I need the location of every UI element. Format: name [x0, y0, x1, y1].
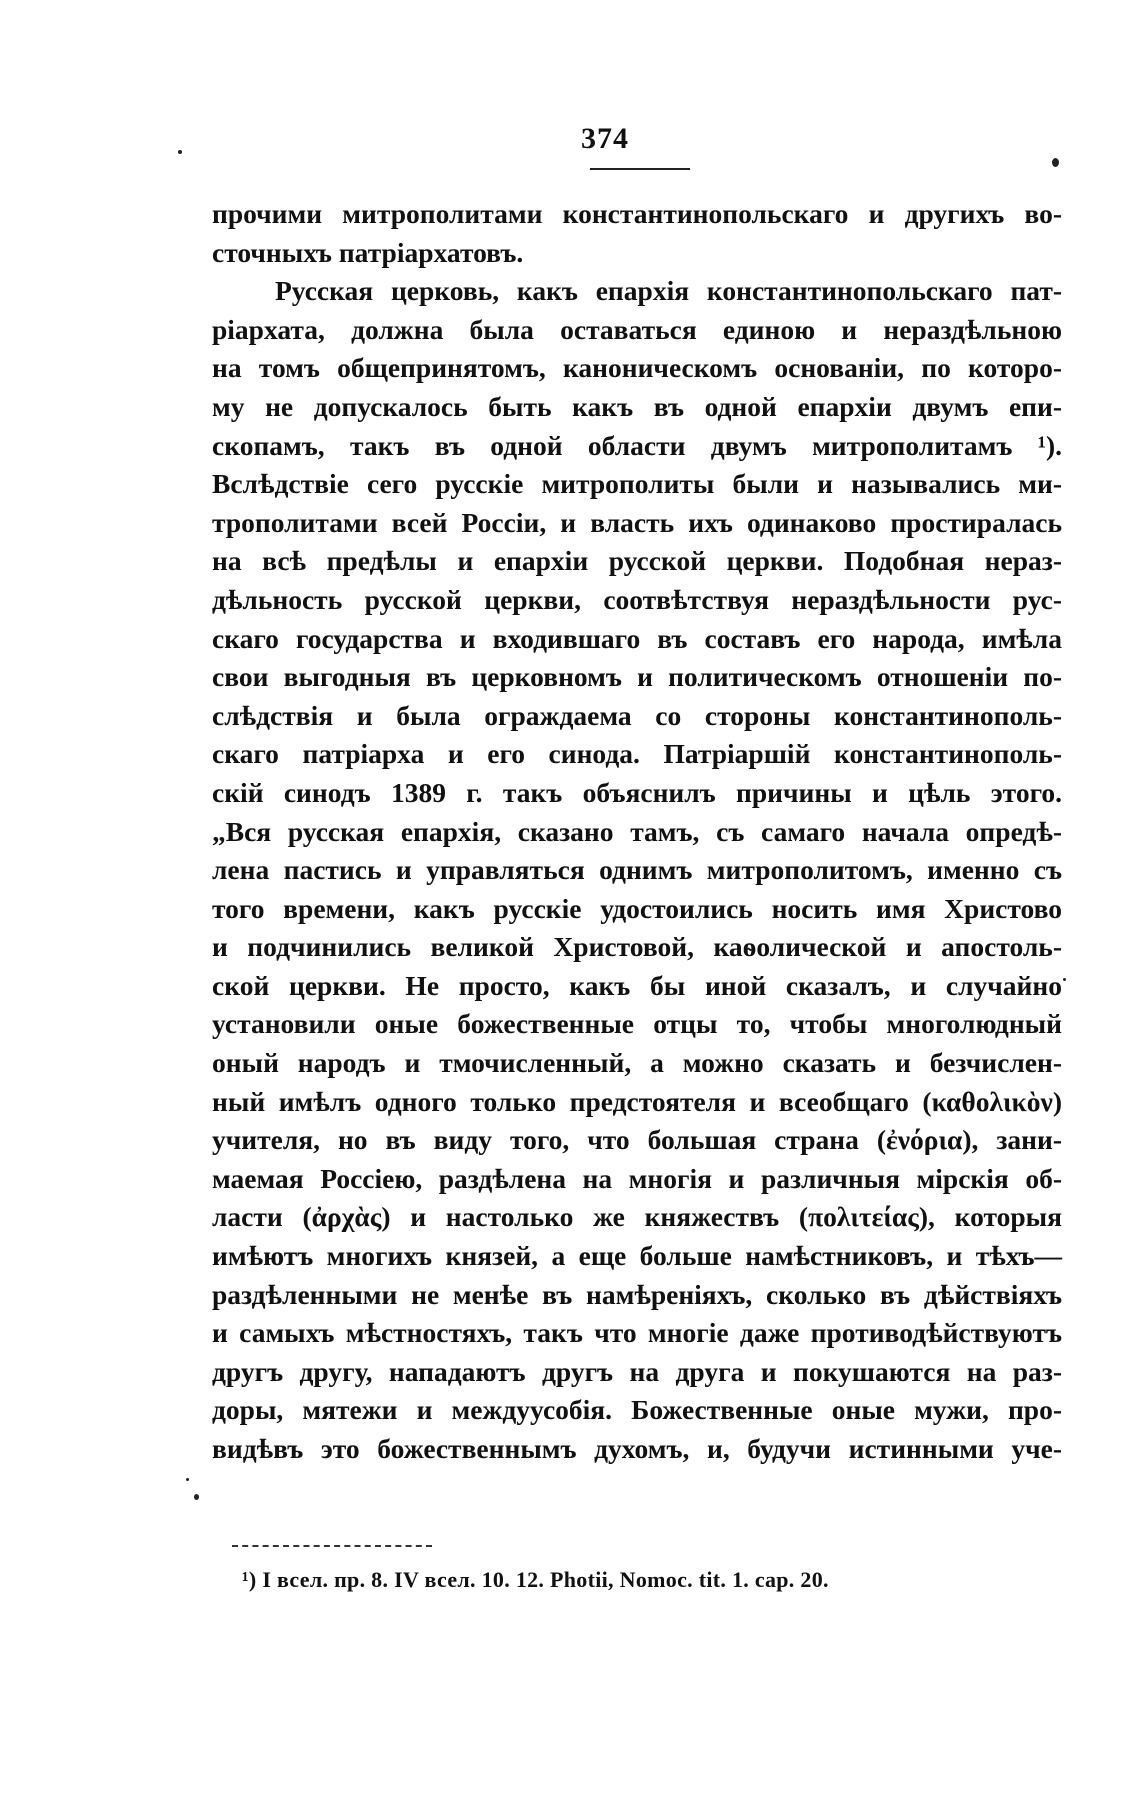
text-line: установили оные божественные отцы то, чтобы многолюдный [212, 1008, 1062, 1040]
text-line: ласти (ἀρχὰς) и настолько же княжествъ (πολιτείας), которыя [212, 1201, 1062, 1233]
text-line: Русская церковь, какъ епархія константинопольскаго пат- [275, 275, 1062, 307]
text-line: трополитами всей Россіи, и власть ихъ одинаково простиралась [212, 506, 1062, 538]
text-line: слѣдствія и была ограждаема со стороны константинополь- [212, 699, 1062, 731]
text-line: маемая Россіею, раздѣлена на многія и различныя мірскія об- [212, 1162, 1062, 1194]
text-line: прочими митрополитами константинопольскаго и другихъ во- [212, 198, 1062, 229]
scan-speck [178, 150, 182, 154]
text-line: ріархата, должна была оставаться единою и нераздѣльною [212, 313, 1062, 345]
text-line: раздѣленными не менѣе въ намѣреніяхъ, сколько въ дѣйствіяхъ [212, 1278, 1062, 1310]
text-line: и самыхъ мѣстностяхъ, такъ что многіе даже противодѣйствуютъ [212, 1317, 1062, 1349]
footnote: ¹) I всел. пр. 8. IV всел. 10. 12. Photii, Nomoc. tit. 1. cap. 20. [242, 1567, 829, 1592]
page-number-rule [590, 168, 690, 170]
scan-speck [194, 1494, 199, 1500]
text-line: доры, мятежи и междуусобія. Божественные оные мужи, про- [212, 1394, 1062, 1426]
text-line: имѣютъ многихъ князей, а еще больше намѣстниковъ, и тѣхъ— [212, 1240, 1062, 1272]
text-line: на всѣ предѣлы и епархіи русской церкви. Подобная нераз- [212, 545, 1062, 577]
text-line: видѣвъ это божественнымъ духомъ, и, будучи истинными уче- [212, 1433, 1062, 1464]
text-line: учителя, но въ виду того, что большая страна (ἐνόρια), зани- [212, 1124, 1062, 1156]
text-line: му не допускалось быть какъ въ одной епархіи двумъ епи- [212, 390, 1062, 422]
text-line: Вслѣдствіе сего русскіе митрополиты были и назывались ми- [212, 468, 1062, 500]
text-line: оный народъ и тмочисленный, а можно сказать и безчислен- [212, 1047, 1062, 1079]
text-line: скаго государства и входившаго въ составъ его народа, имѣла [212, 622, 1062, 654]
text-line: свои выгодныя въ церковномъ и политическомъ отношеніи по- [212, 661, 1062, 693]
text-line: скопамъ, такъ въ одной области двумъ митрополитамъ ¹). [212, 429, 1062, 461]
text-line: того времени, какъ русскіе удостоились носить имя Христово [212, 892, 1062, 924]
footnote-separator [232, 1545, 432, 1547]
scan-speck [1063, 978, 1066, 981]
body-text [212, 195, 1062, 1469]
scan-speck [186, 1478, 189, 1481]
text-line: „Вся русская епархія, сказано тамъ, съ самаго начала опредѣ- [212, 815, 1062, 847]
text-line: и подчинились великой Христовой, каѳолической и апостоль- [212, 931, 1062, 963]
text-line: дѣльность русской церкви, соотвѣтствуя нераздѣльности рус- [212, 583, 1062, 615]
page-number: 374 [581, 122, 629, 155]
text-line: сточныхъ патріархатовъ. [212, 236, 524, 268]
text-line: другъ другу, нападаютъ другъ на друга и покушаются на раз- [212, 1355, 1062, 1387]
text-line: ской церкви. Не просто, какъ бы иной сказалъ, и случайно [212, 969, 1062, 1001]
text-line: ный имѣлъ одного только предстоятеля и всеобщаго (καθολικὸν) [212, 1085, 1062, 1117]
text-line: на томъ общепринятомъ, каноническомъ основаніи, по которо- [212, 352, 1062, 384]
scan-speck [1052, 158, 1059, 167]
text-line: лена пастись и управляться однимъ митрополитомъ, именно съ [212, 854, 1062, 886]
text-line: скаго патріарха и его синода. Патріаршій константинополь- [212, 738, 1062, 770]
text-line: скій синодъ 1389 г. такъ объяснилъ причины и цѣль этого. [212, 776, 1062, 808]
